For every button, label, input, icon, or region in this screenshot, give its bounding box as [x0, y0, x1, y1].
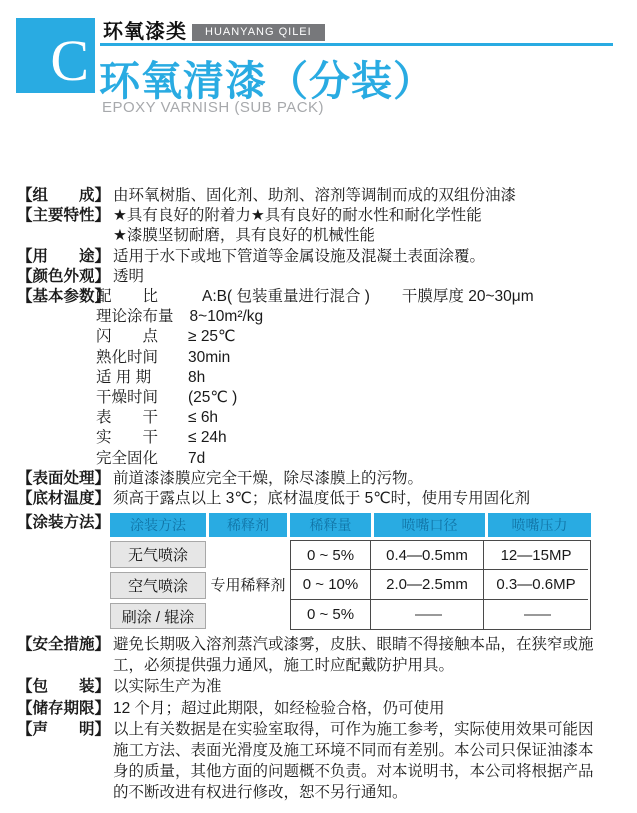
value-cell: 0 ~ 5%: [291, 541, 371, 570]
thinner-cell: 专用稀释剂: [209, 540, 287, 629]
table-header-pressure: 喷嘴压力: [488, 513, 591, 537]
value-cell: 0.3—0.6MP: [484, 570, 588, 599]
section-text: [113, 206, 623, 246]
notes-sections: [17, 634, 623, 804]
section-packing: [17, 676, 623, 697]
value-cell: 2.0—2.5mm: [371, 570, 484, 599]
section-usage: [17, 247, 623, 267]
section-color-appearance: [17, 267, 623, 287]
section-label: 【底材温度】: [17, 490, 111, 508]
table-header-method: 涂装方法: [110, 513, 206, 537]
param-value: 7d: [188, 449, 206, 467]
table-header-nozzle: 喷嘴口径: [374, 513, 485, 537]
section-label: 【颜色外观】: [17, 267, 111, 285]
param-list: [96, 287, 623, 469]
section-text: 前道漆漆膜应完全干燥，除尽漆膜上的污物。: [113, 469, 424, 487]
method-cell: 空气喷涂: [110, 572, 206, 599]
param-name: 实 干: [96, 429, 159, 447]
param-value: 8h: [188, 368, 206, 386]
section-label: 【组 成】: [17, 187, 111, 204]
param-value: ≤ 24h: [188, 429, 227, 447]
param-name: 完全固化: [96, 449, 159, 467]
section-text: 12 个月；超过此期限，如经检验合格，仍可使用: [113, 699, 445, 717]
section-shelf-life: [17, 698, 623, 719]
param-row: [96, 327, 623, 347]
method-cell: 刷涂 / 辊涂: [110, 603, 206, 629]
param-value: (25℃ ): [188, 389, 238, 407]
param-row: [96, 408, 623, 428]
category-pinyin-badge: HUANYANG QILEI: [192, 24, 325, 41]
param-row: [96, 307, 623, 327]
category-letter: C: [50, 28, 89, 93]
section-features: [17, 206, 623, 246]
section-label: 【基本参数】: [17, 288, 111, 306]
section-label: 【安全措施】: [17, 636, 111, 653]
section-text: 须高于露点以上 3℃；底材温度低于 5℃时，使用专用固化剂: [113, 490, 531, 508]
value-cell: 0 ~ 10%: [291, 570, 371, 599]
section-composition: [17, 186, 623, 206]
param-value: ≤ 6h: [188, 409, 219, 427]
table-header-thinner: 稀释剂: [209, 513, 287, 537]
spec-sections: [17, 186, 623, 509]
table-values-grid: [290, 540, 591, 630]
section-label: 【包 装】: [17, 678, 111, 696]
value-cell-dash: ——: [524, 605, 549, 623]
section-substrate-temp: [17, 489, 623, 509]
value-cell: 12—15MP: [484, 541, 588, 570]
section-text: 透明: [113, 267, 145, 285]
section-label: 【表面处理】: [17, 469, 111, 487]
param-row: [96, 428, 623, 448]
section-text: 适用于水下或地下管道等金属设施及混凝土表面涂覆。: [113, 247, 486, 265]
param-name: 熟化时间: [96, 348, 159, 366]
value-cell-dash: ——: [371, 600, 484, 629]
param-value: A:B( 包装重量进行混合 ): [202, 288, 370, 306]
param-row: [96, 449, 623, 469]
param-row: [96, 388, 623, 408]
section-label: 【涂装方法】: [17, 514, 111, 531]
section-text: 避免长期吸入溶剂蒸汽或漆雾，皮肤、眼睛不得接触本品，在狭窄或施工，必须提供强力通风，施工时应配戴防护用具。: [113, 636, 594, 675]
value-cell: 0.4—0.5mm: [371, 541, 484, 570]
param-extra: 干膜厚度 20~30μm: [401, 288, 534, 306]
param-name: 干燥时间: [96, 389, 159, 407]
feature-line: ★漆膜坚韧耐磨，具有良好的机械性能: [113, 227, 375, 245]
page-subtitle: EPOXY VARNISH (SUB PACK): [102, 99, 325, 116]
param-value: ≥ 25℃: [188, 328, 236, 346]
param-name: 理论涂布量: [96, 308, 174, 326]
section-application-method: [17, 513, 591, 630]
section-label: 【声 明】: [17, 720, 111, 738]
section-label: 【储存期限】: [17, 699, 111, 717]
section-label: 【主要特性】: [17, 207, 111, 225]
param-value: 8~10m²/kg: [189, 308, 264, 326]
section-text: 以实际生产为准: [113, 678, 222, 696]
header-divider: [100, 43, 613, 46]
param-row: [96, 287, 623, 307]
param-name: 闪 点: [96, 328, 159, 346]
section-label: 【用 途】: [17, 247, 111, 265]
param-name: 表 干: [96, 409, 159, 427]
param-value: 30min: [188, 348, 231, 366]
section-safety: [17, 634, 623, 676]
section-text: 以上有关数据是在实验室取得，可作为施工参考，实际使用效果可能因施工方法、表面光滑度及施工环境不同而有差别。本公司只保证油漆本身的质量，其他方面的问题概不负责。对本说明书，本公司将根据产品的不断改进有权进行修改，恕不另行通知。: [113, 720, 594, 802]
method-cell: 无气喷涂: [110, 541, 206, 568]
section-surface-treatment: [17, 469, 623, 489]
value-cell: 0 ~ 5%: [291, 600, 371, 629]
category-name: 环氧漆类: [103, 21, 187, 43]
category-letter-block: [16, 18, 95, 93]
application-method-table: [110, 513, 591, 630]
param-row: [96, 348, 623, 368]
page-title: 环氧清漆（分装）: [99, 58, 435, 104]
param-name: 配 比: [96, 288, 159, 306]
table-header-amount: 稀释量: [290, 513, 371, 537]
feature-line: ★具有良好的附着力★具有良好的耐水性和耐化学性能: [113, 207, 482, 225]
param-row: [96, 368, 623, 388]
section-text: 由环氧树脂、固化剂、助剂、溶剂等调制而成的双组份油漆: [113, 187, 517, 204]
section-declaration: [17, 719, 623, 804]
param-name: 适 用 期: [96, 368, 152, 386]
section-basic-params: [17, 287, 623, 469]
